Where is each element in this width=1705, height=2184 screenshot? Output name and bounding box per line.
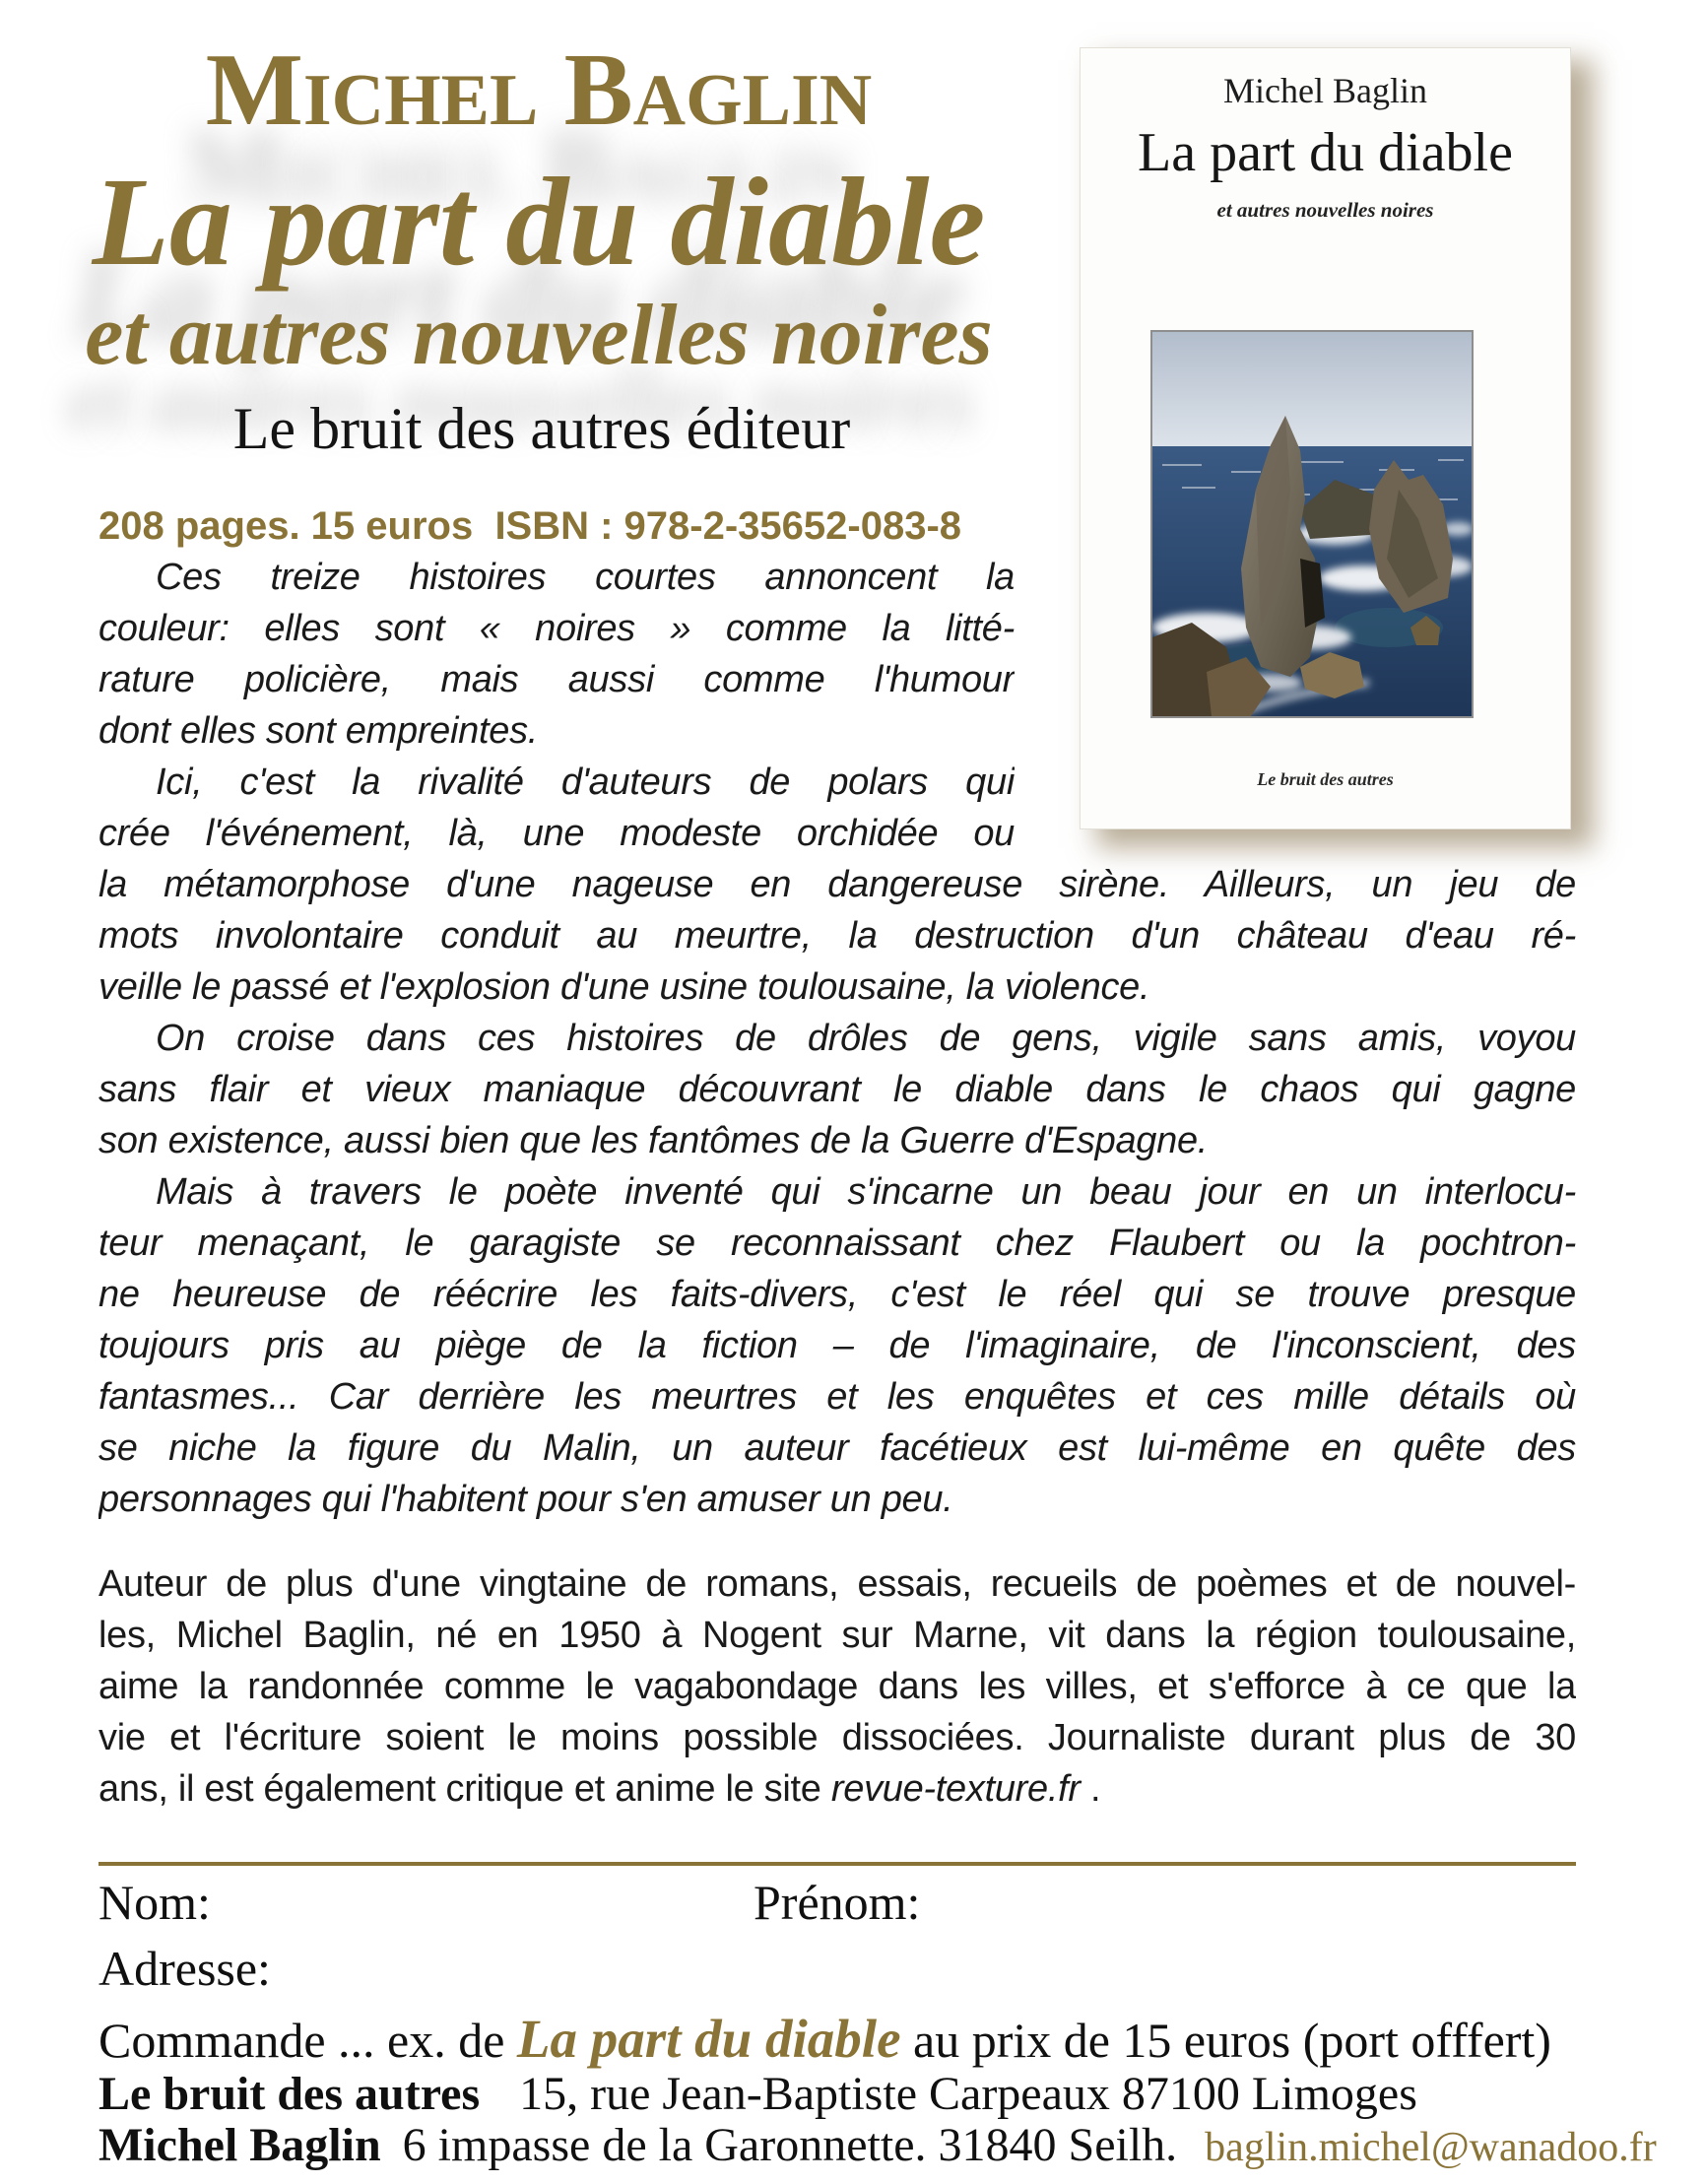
order-line — [98, 2010, 1551, 2070]
text-line: dont elles sont empreintes. — [98, 710, 539, 752]
text-line: sans flair et vieux maniaque découvrant le diable dans le chaos qui gagne — [98, 1069, 1576, 1110]
text-line: fantasmes... Car derrière les meurtres et les enquêtes et ces mille détails où — [98, 1376, 1576, 1418]
form-divider — [98, 1862, 1576, 1866]
publisher-name: Le bruit des autres — [98, 2068, 481, 2120]
author-address: 6 impasse de la Garonnette. 31840 Seilh. — [402, 2119, 1178, 2171]
cover-author: Michel Baglin — [1223, 71, 1427, 110]
adresse-label: Adresse: — [98, 1941, 271, 1996]
cover-subtitle: et autres nouvelles noires — [1216, 198, 1434, 222]
email-link[interactable]: baglin.michel@wanadoo.fr — [1205, 2125, 1657, 2170]
text-line: rature policière, mais aussi comme l'humour — [98, 659, 1015, 700]
text-line: veille le passé et l'explosion d'une usine toulousaine, la violence. — [98, 966, 1150, 1008]
text-line: Ces treize histoires courtes annoncent la — [156, 557, 1015, 598]
text-line: toujours pris au piège de la fiction – de l'imaginaire, de l'inconscient, des — [98, 1325, 1576, 1366]
bio-line: vie et l'écriture soient le moins possible dissociées. Journaliste durant plus de 30 — [98, 1717, 1576, 1758]
nom-label: Nom: — [98, 1875, 211, 1930]
prenom-label: Prénom: — [754, 1875, 921, 1930]
book-title: La part du diable — [92, 152, 986, 292]
pages-price-isbn: 208 pages. 15 euros ISBN : 978-2-35652-083-8 — [98, 504, 962, 548]
text-line: la métamorphose d'une nageuse en dangereuse sirène. Ailleurs, un jeu de — [98, 864, 1576, 905]
text-line: ne heureuse de réécrire les faits-divers, c'est le réel qui se trouve presque — [98, 1274, 1576, 1315]
text-line: couleur: elles sont « noires » comme la litté- — [98, 608, 1015, 649]
cover-title: La part du diable — [1138, 122, 1513, 183]
order-post: au prix de 15 euros (port offfert) — [900, 2013, 1551, 2068]
text-line: On croise dans ces histoires de drôles de gens, vigile sans amis, voyou — [156, 1018, 1576, 1059]
author-name: Michel Baglin — [98, 2119, 381, 2171]
cover-publisher: Le bruit des autres — [1257, 769, 1394, 789]
text-line: mots involontaire conduit au meurtre, la destruction d'un château d'eau ré- — [98, 915, 1576, 957]
author-bio — [98, 1558, 1576, 1815]
publisher-address: 15, rue Jean-Baptiste Carpeaux 87100 Limoges — [519, 2068, 1417, 2120]
text-line: son existence, aussi bien que les fantômes de la Guerre d'Espagne. — [98, 1120, 1209, 1161]
bio-line: les, Michel Baglin, né en 1950 à Nogent sur Marne, vit dans la région toulousaine, — [98, 1615, 1576, 1656]
header-author-name: Michel Baglin — [205, 32, 873, 147]
text-line: teur menaçant, le garagiste se reconnaissant chez Flaubert ou la pochtron- — [98, 1223, 1576, 1264]
text-line: crée l'événement, là, une modeste orchidée ou — [98, 813, 1015, 854]
publisher-line: Le bruit des autres éditeur — [232, 396, 851, 461]
order-pre: Commande ... ex. de — [98, 2013, 517, 2068]
bio-line: aime la randonnée comme le vagabondage dans les villes, et s'efforce à ce que la — [98, 1666, 1576, 1707]
text-line: personnages qui l'habitent pour s'en amuser un peu. — [98, 1479, 953, 1520]
author-address-line — [98, 2118, 1657, 2175]
order-book-title: La part du diable — [516, 2009, 901, 2069]
text-line: Mais à travers le poète inventé qui s'incarne un beau jour en un interlocu- — [156, 1171, 1576, 1213]
bio-line: Auteur de plus d'une vingtaine de romans, essais, recueils de poèmes et de nouvel- — [98, 1563, 1576, 1605]
text-line: se niche la figure du Malin, un auteur facétieux est lui-même en quête des — [98, 1427, 1576, 1469]
bio-line: ans, il est également critique et anime le site revue-texture.fr . — [98, 1768, 1101, 1810]
description-text — [98, 552, 1576, 1525]
book-subtitle: et autres nouvelles noires — [85, 288, 993, 383]
text-line: Ici, c'est la rivalité d'auteurs de polars qui — [156, 761, 1015, 803]
publisher-address-line — [98, 2067, 1417, 2122]
